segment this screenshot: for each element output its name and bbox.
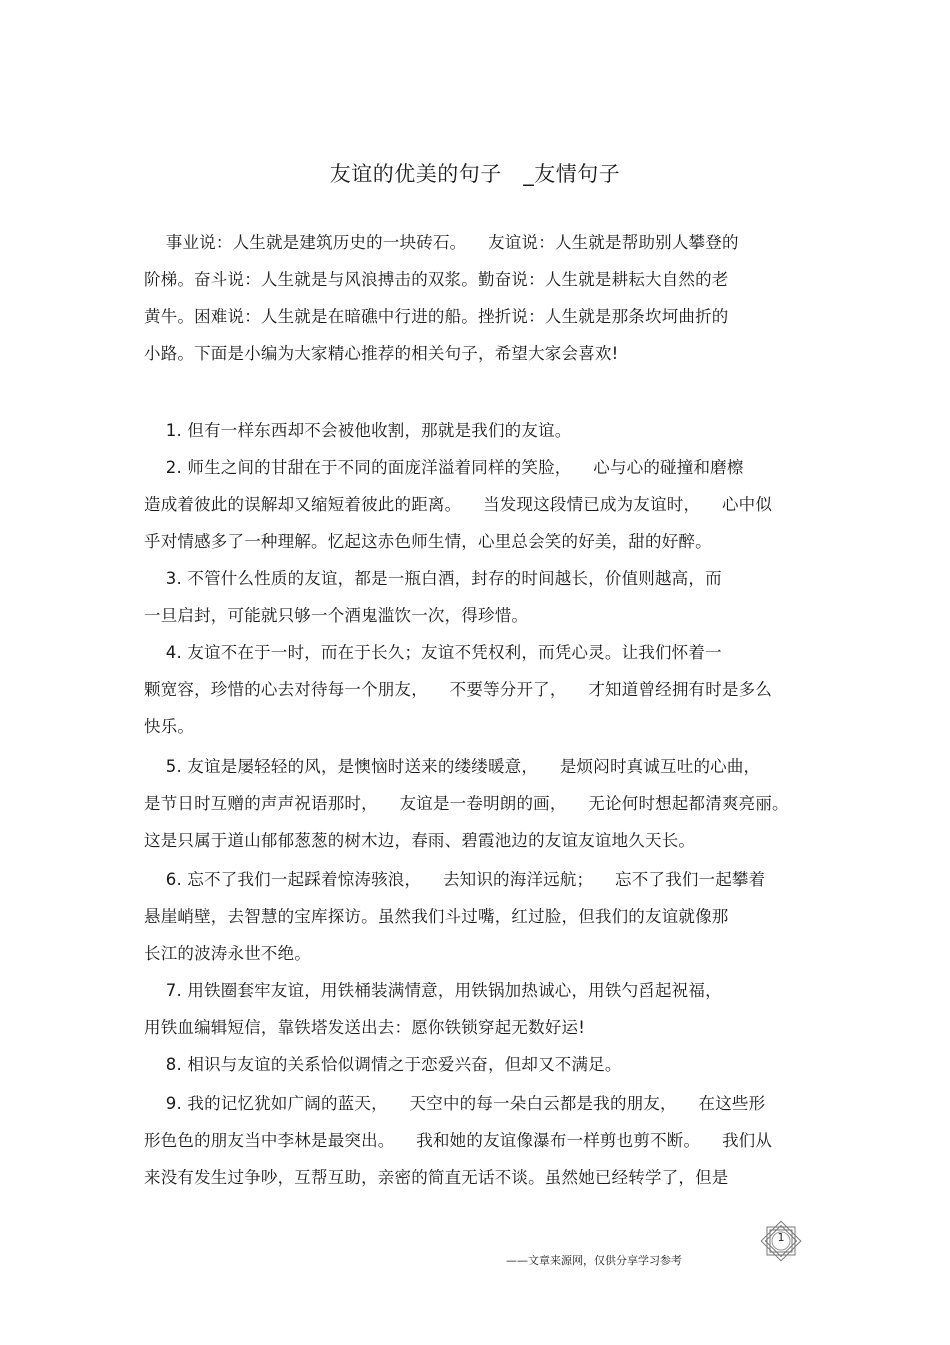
footer-source-note: ——文章来源网，仅供分享学习参考 bbox=[506, 1254, 682, 1267]
paragraph-line: 来没有发生过争吵，互帮互助，亲密的简直无话不谈。虽然她已经转学了，但是 bbox=[144, 1168, 729, 1187]
page-number: 1 bbox=[777, 1231, 785, 1244]
paragraph-line: 6. 忘不了我们一起踩着惊涛骇浪， 去知识的海洋远航； 忘不了我们一起攀着 bbox=[144, 870, 766, 889]
paragraph-line: 悬崖峭壁，去智慧的宝库探访。虽然我们斗过嘴，红过脸，但我们的友谊就像那 bbox=[144, 907, 729, 926]
paragraph-line: 造成着彼此的误解却又缩短着彼此的距离。 当发现这段情已成为友谊时， 心中似 bbox=[144, 495, 773, 514]
paragraph-line: 3. 不管什么性质的友谊，都是一瓶白酒，封存的时间越长，价值则越高，而 bbox=[144, 569, 722, 588]
page-number-badge bbox=[758, 1218, 804, 1264]
paragraph-line: 乎对情感多了一种理解。忆起这赤色师生情，心里总会笑的好美，甜的好醉。 bbox=[144, 532, 712, 551]
paragraph-line: 颗宽容，珍惜的心去对待每一个朋友， 不要等分开了， 才知道曾经拥有时是多么 bbox=[144, 680, 773, 699]
paragraph-line: 阶梯。奋斗说：人生就是与风浪搏击的双浆。勤奋说：人生就是耕耘大自然的老 bbox=[144, 270, 729, 289]
paragraph-line: 4. 友谊不在于一时，而在于长久；友谊不凭权利，而凭心灵。让我们怀着一 bbox=[144, 643, 722, 662]
paragraph-line: 是节日时互赠的声声祝语那时， 友谊是一卷明朗的画， 无论何时想起都清爽亮丽。 bbox=[144, 794, 789, 813]
paragraph-line: 7. 用铁圈套牢友谊，用铁桶装满情意，用铁锅加热诚心，用铁勺舀起祝福， bbox=[144, 981, 722, 1000]
paragraph-line: 黄牛。困难说：人生就是在暗礁中行进的船。挫折说：人生就是那条坎坷曲折的 bbox=[144, 307, 729, 326]
paragraph-line: 事业说：人生就是建筑历史的一块砖石。 友谊说：人生就是帮助别人攀登的 bbox=[144, 233, 739, 252]
paragraph-line: 8. 相识与友谊的关系恰似调情之于恋爱兴奋，但却又不满足。 bbox=[144, 1055, 622, 1074]
paragraph-line: 5. 友谊是屡轻轻的风，是懊恼时送来的缕缕暖意， 是烦闷时真诚互吐的心曲， bbox=[144, 757, 761, 776]
paragraph-line: 1. 但有一样东西却不会被他收割，那就是我们的友谊。 bbox=[144, 421, 572, 440]
paragraph-line: 一旦启封，可能就只够一个酒鬼滥饮一次，得珍惜。 bbox=[144, 606, 529, 625]
paragraph-line: 快乐。 bbox=[144, 717, 195, 736]
paragraph-line: 长江的波涛永世不绝。 bbox=[144, 944, 311, 963]
paragraph-line: 小路。下面是小编为大家精心推荐的相关句子，希望大家会喜欢! bbox=[144, 344, 619, 363]
paragraph-line: 这是只属于道山郁郁葱葱的树木边，春雨、碧霞池边的友谊友谊地久天长。 bbox=[144, 831, 696, 850]
document-title: 友谊的优美的句子 _友情句子 bbox=[329, 162, 621, 186]
paragraph-line: 9. 我的记忆犹如广阔的蓝天， 天空中的每一朵白云都是我的朋友， 在这些形 bbox=[144, 1094, 766, 1113]
paragraph-line: 形色色的朋友当中李林是最突出。 我和她的友谊像瀑布一样剪也剪不断。 我们从 bbox=[144, 1131, 773, 1150]
paragraph-line: 用铁血编辑短信，靠铁塔发送出去：愿你铁锁穿起无数好运! bbox=[144, 1018, 586, 1037]
paragraph-line: 2. 师生之间的甘甜在于不同的面庞洋溢着同样的笑脸， 心与心的碰撞和磨檫 bbox=[144, 458, 744, 477]
